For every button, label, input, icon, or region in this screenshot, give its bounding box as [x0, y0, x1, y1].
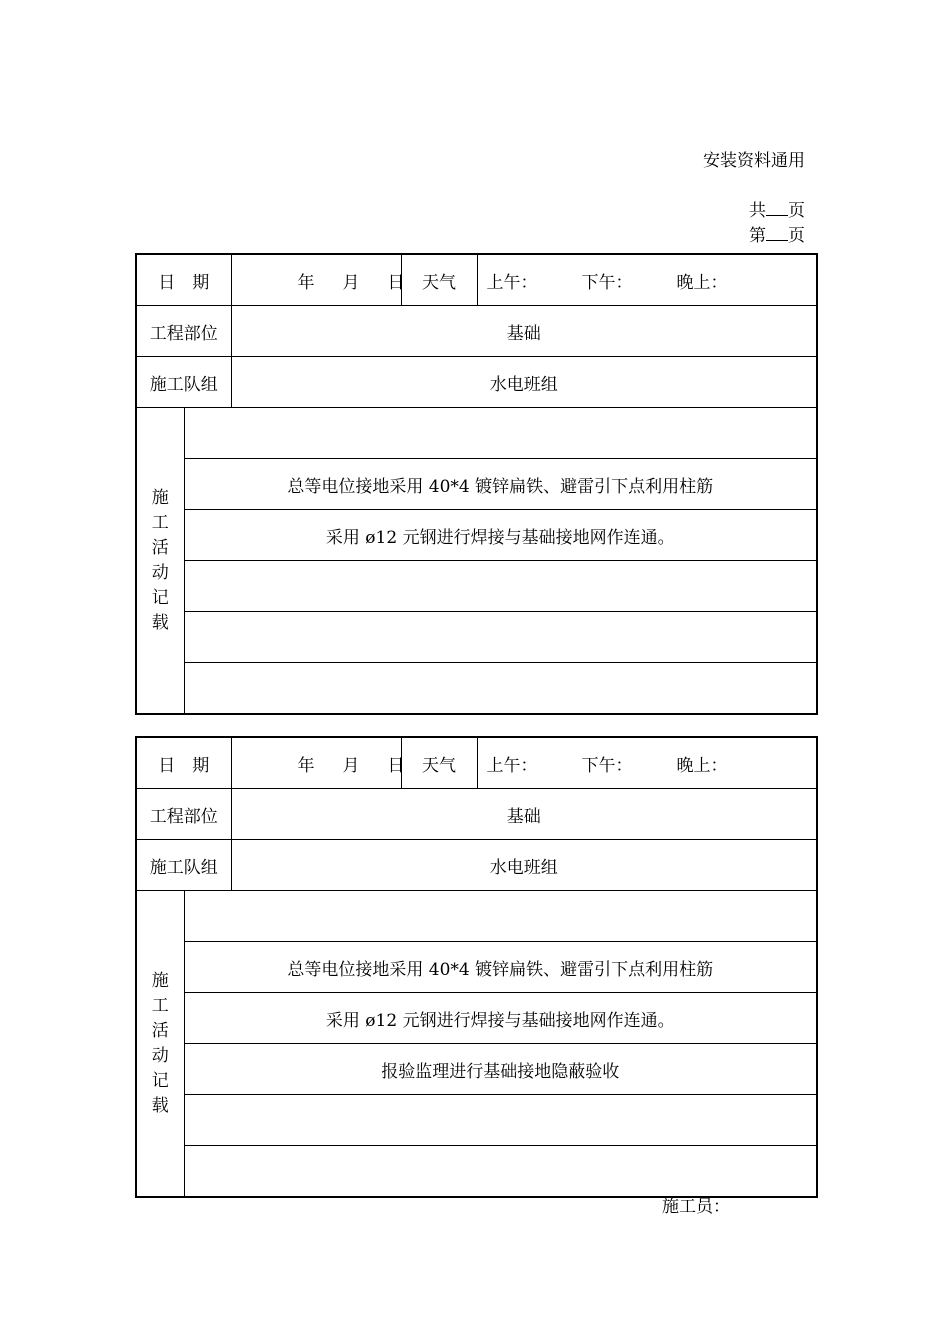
activity-line[interactable] [184, 891, 817, 942]
activity-row [136, 1044, 817, 1095]
month-label: 月 [342, 755, 360, 776]
weather-value[interactable] [477, 737, 817, 789]
activity-row [136, 408, 817, 459]
location-value[interactable]: 基础 [231, 789, 817, 840]
location-label: 工程部位 [136, 789, 231, 840]
evening-label: 晚上： [676, 755, 728, 776]
activity-row [136, 993, 817, 1044]
afternoon-label: 下午： [581, 272, 633, 293]
team-value[interactable]: 水电班组 [231, 840, 817, 891]
team-row [136, 357, 817, 408]
weather-value[interactable] [477, 254, 817, 306]
month-label: 月 [342, 272, 360, 293]
activity-line[interactable] [184, 663, 817, 715]
activity-line[interactable]: 采用 ø12 元钢进行焊接与基础接地网作连通。 [184, 993, 817, 1044]
weather-label: 天气 [401, 737, 477, 789]
date-label: 日 期 [136, 737, 231, 789]
team-row [136, 840, 817, 891]
activity-label: 施 工 活 动 记 载 [136, 408, 184, 715]
activity-row [136, 612, 817, 663]
year-label: 年 [297, 272, 315, 293]
construction-log-table-2 [135, 736, 818, 1198]
team-label: 施工队组 [136, 357, 231, 408]
year-label: 年 [297, 755, 315, 776]
date-label: 日 期 [136, 254, 231, 306]
date-value[interactable] [231, 254, 405, 306]
construction-log-table-1 [135, 253, 818, 715]
activity-row [136, 1146, 817, 1198]
weather-label: 天气 [401, 254, 477, 306]
team-label: 施工队组 [136, 840, 231, 891]
activity-line[interactable]: 总等电位接地采用 40*4 镀锌扁铁、避雷引下点利用柱筋 [184, 942, 817, 993]
activity-row [136, 663, 817, 715]
activity-line[interactable] [184, 1095, 817, 1146]
day-label: 日 [387, 755, 405, 776]
morning-label: 上午： [486, 272, 538, 293]
activity-line[interactable] [184, 408, 817, 459]
date-value[interactable] [231, 737, 405, 789]
activity-line[interactable]: 报验监理进行基础接地隐蔽验收 [184, 1044, 817, 1095]
location-value[interactable]: 基础 [231, 306, 817, 357]
team-value[interactable]: 水电班组 [231, 357, 817, 408]
activity-row [136, 1095, 817, 1146]
location-row [136, 306, 817, 357]
activity-label: 施 工 活 动 记 载 [136, 891, 184, 1198]
activity-row [136, 891, 817, 942]
activity-row [136, 510, 817, 561]
activity-line[interactable]: 总等电位接地采用 40*4 镀锌扁铁、避雷引下点利用柱筋 [184, 459, 817, 510]
location-label: 工程部位 [136, 306, 231, 357]
date-row [136, 254, 817, 306]
date-row [136, 737, 817, 789]
activity-line[interactable] [184, 612, 817, 663]
page-number: 第 页 [749, 226, 805, 246]
activity-row [136, 561, 817, 612]
activity-line[interactable] [184, 1146, 817, 1198]
activity-line[interactable] [184, 561, 817, 612]
total-pages: 共 页 [749, 201, 805, 221]
activity-row [136, 459, 817, 510]
afternoon-label: 下午： [581, 755, 633, 776]
day-label: 日 [387, 272, 405, 293]
morning-label: 上午： [486, 755, 538, 776]
location-row [136, 789, 817, 840]
doc-category: 安装资料通用 [703, 151, 805, 171]
activity-line[interactable]: 采用 ø12 元钢进行焊接与基础接地网作连通。 [184, 510, 817, 561]
activity-row [136, 942, 817, 993]
signer-label: 施工员： [662, 1197, 730, 1217]
evening-label: 晚上： [676, 272, 728, 293]
